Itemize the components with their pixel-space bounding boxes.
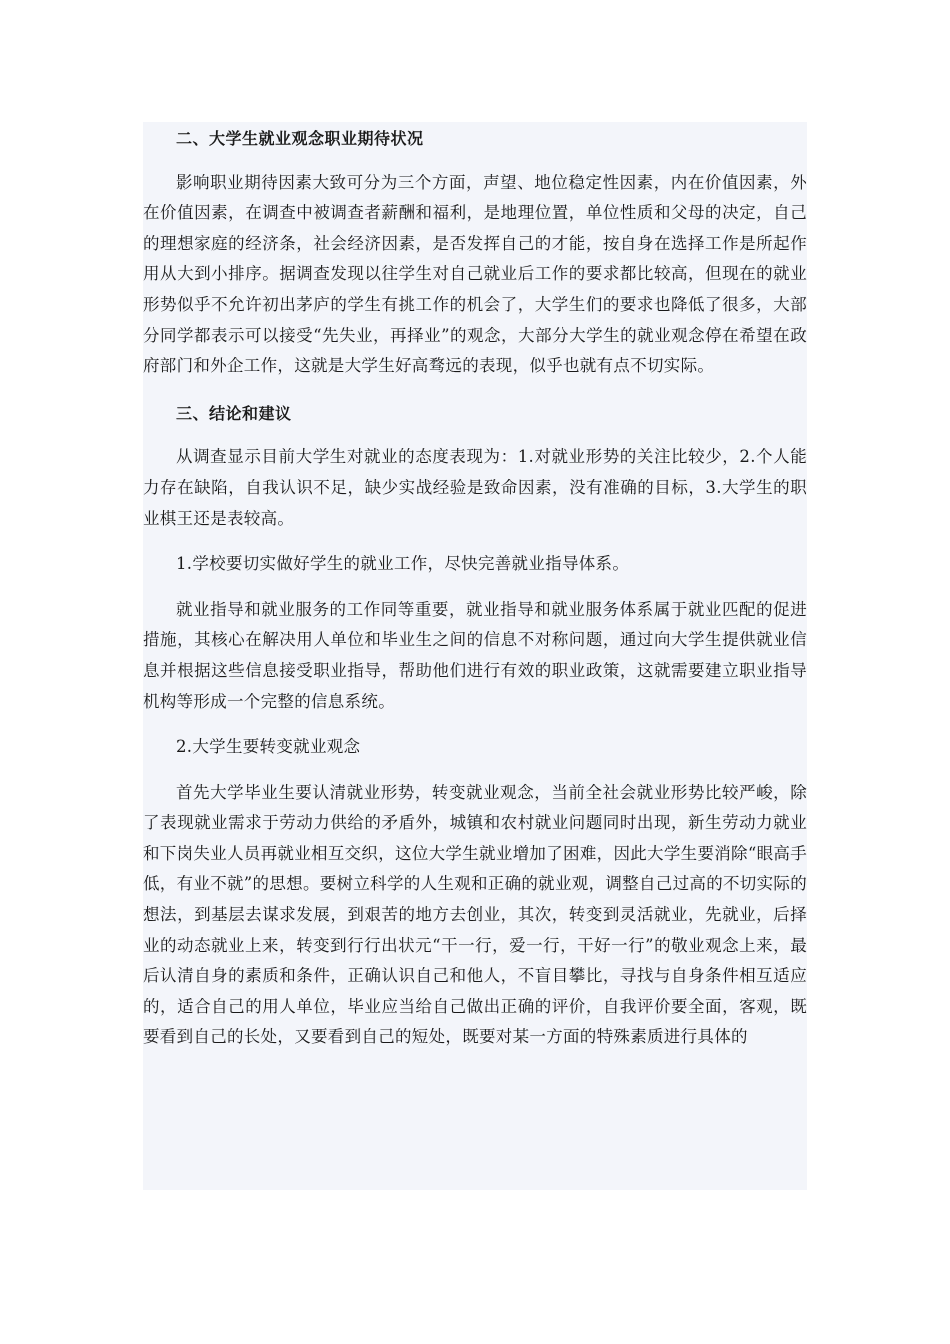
section-3-paragraph-3: 首先大学毕业生要认清就业形势，转变就业观念，当前全社会就业形势比较严峻，除了表现就业需求于劳动力供给的矛盾外，城镇和农村就业问题同时出现，新生劳动力就业和下岗失业人员再就业相互交织，这位大学生就业增加了困难，因此大学生要消除“眼高手低，有业不就”的思想。要树立科学的人生观和正确的就业观，调整自己过高的不切实际的想法，到基层去谋求发展，到艰苦的地方去创业，其次，转变到灵活就业，先就业，后择业的动态就业上来，转变到行行出状元“干一行，爱一行，干好一行”的敬业观念上来，最后认清自身的素质和条件，正确认识自己和他人，不盲目攀比，寻找与自身条件相互适应的，适合自己的用人单位，毕业应当给自己做出正确的评价，自我评价要全面，客观，既要看到自己的长处，又要看到自己的短处，既要对某一方面的特殊素质进行具体的 <box>143 782 807 1047</box>
section-3-subheading-1: 1.学校要切实做好学生的就业工作，尽快完善就业指导体系。 <box>176 554 630 574</box>
document-page <box>143 122 807 1190</box>
section-3-paragraph-1: 从调查显示目前大学生对就业的态度表现为：1.对就业形势的关注比较少，2.个人能力存在缺陷，自我认识不足，缺少实战经验是致命因素，没有准确的目标，3.大学生的职业棋王还是表较高。 <box>143 447 807 528</box>
section-2-heading: 二、大学生就业观念职业期待状况 <box>176 129 424 148</box>
section-3-heading: 三、结论和建议 <box>176 403 292 423</box>
document-body <box>143 122 807 1053</box>
section-3-paragraph-2: 就业指导和就业服务的工作同等重要，就业指导和就业服务体系属于就业匹配的促进措施，其核心在解决用人单位和毕业生之间的信息不对称问题，通过向大学生提供就业信息并根据这些信息接受职业指导，帮助他们进行有效的职业政策，这就需要建立职业指导机构等形成一个完整的信息系统。 <box>143 599 807 711</box>
section-2-paragraph-1: 影响职业期待因素大致可分为三个方面，声望、地位稳定性因素，内在价值因素，外在价值因素，在调查中被调查者薪酬和福利，是地理位置，单位性质和父母的决定，自己的理想家庭的经济条，社会经济因素，是否发挥自己的才能，按自身在选择工作是所起作用从大到小排序。据调查发现以往学生对自己就业后工作的要求都比较高，但现在的就业形势似乎不允许初出茅庐的学生有挑工作的机会了，大学生们的要求也降低了很多，大部分同学都表示可以接受“先失业，再择业”的观念，大部分大学生的就业观念停在希望在政府部门和外企工作，这就是大学生好高骛远的表现，似乎也就有点不切实际。 <box>143 172 807 376</box>
section-3-subheading-2: 2.大学生要转变就业观念 <box>176 737 361 757</box>
